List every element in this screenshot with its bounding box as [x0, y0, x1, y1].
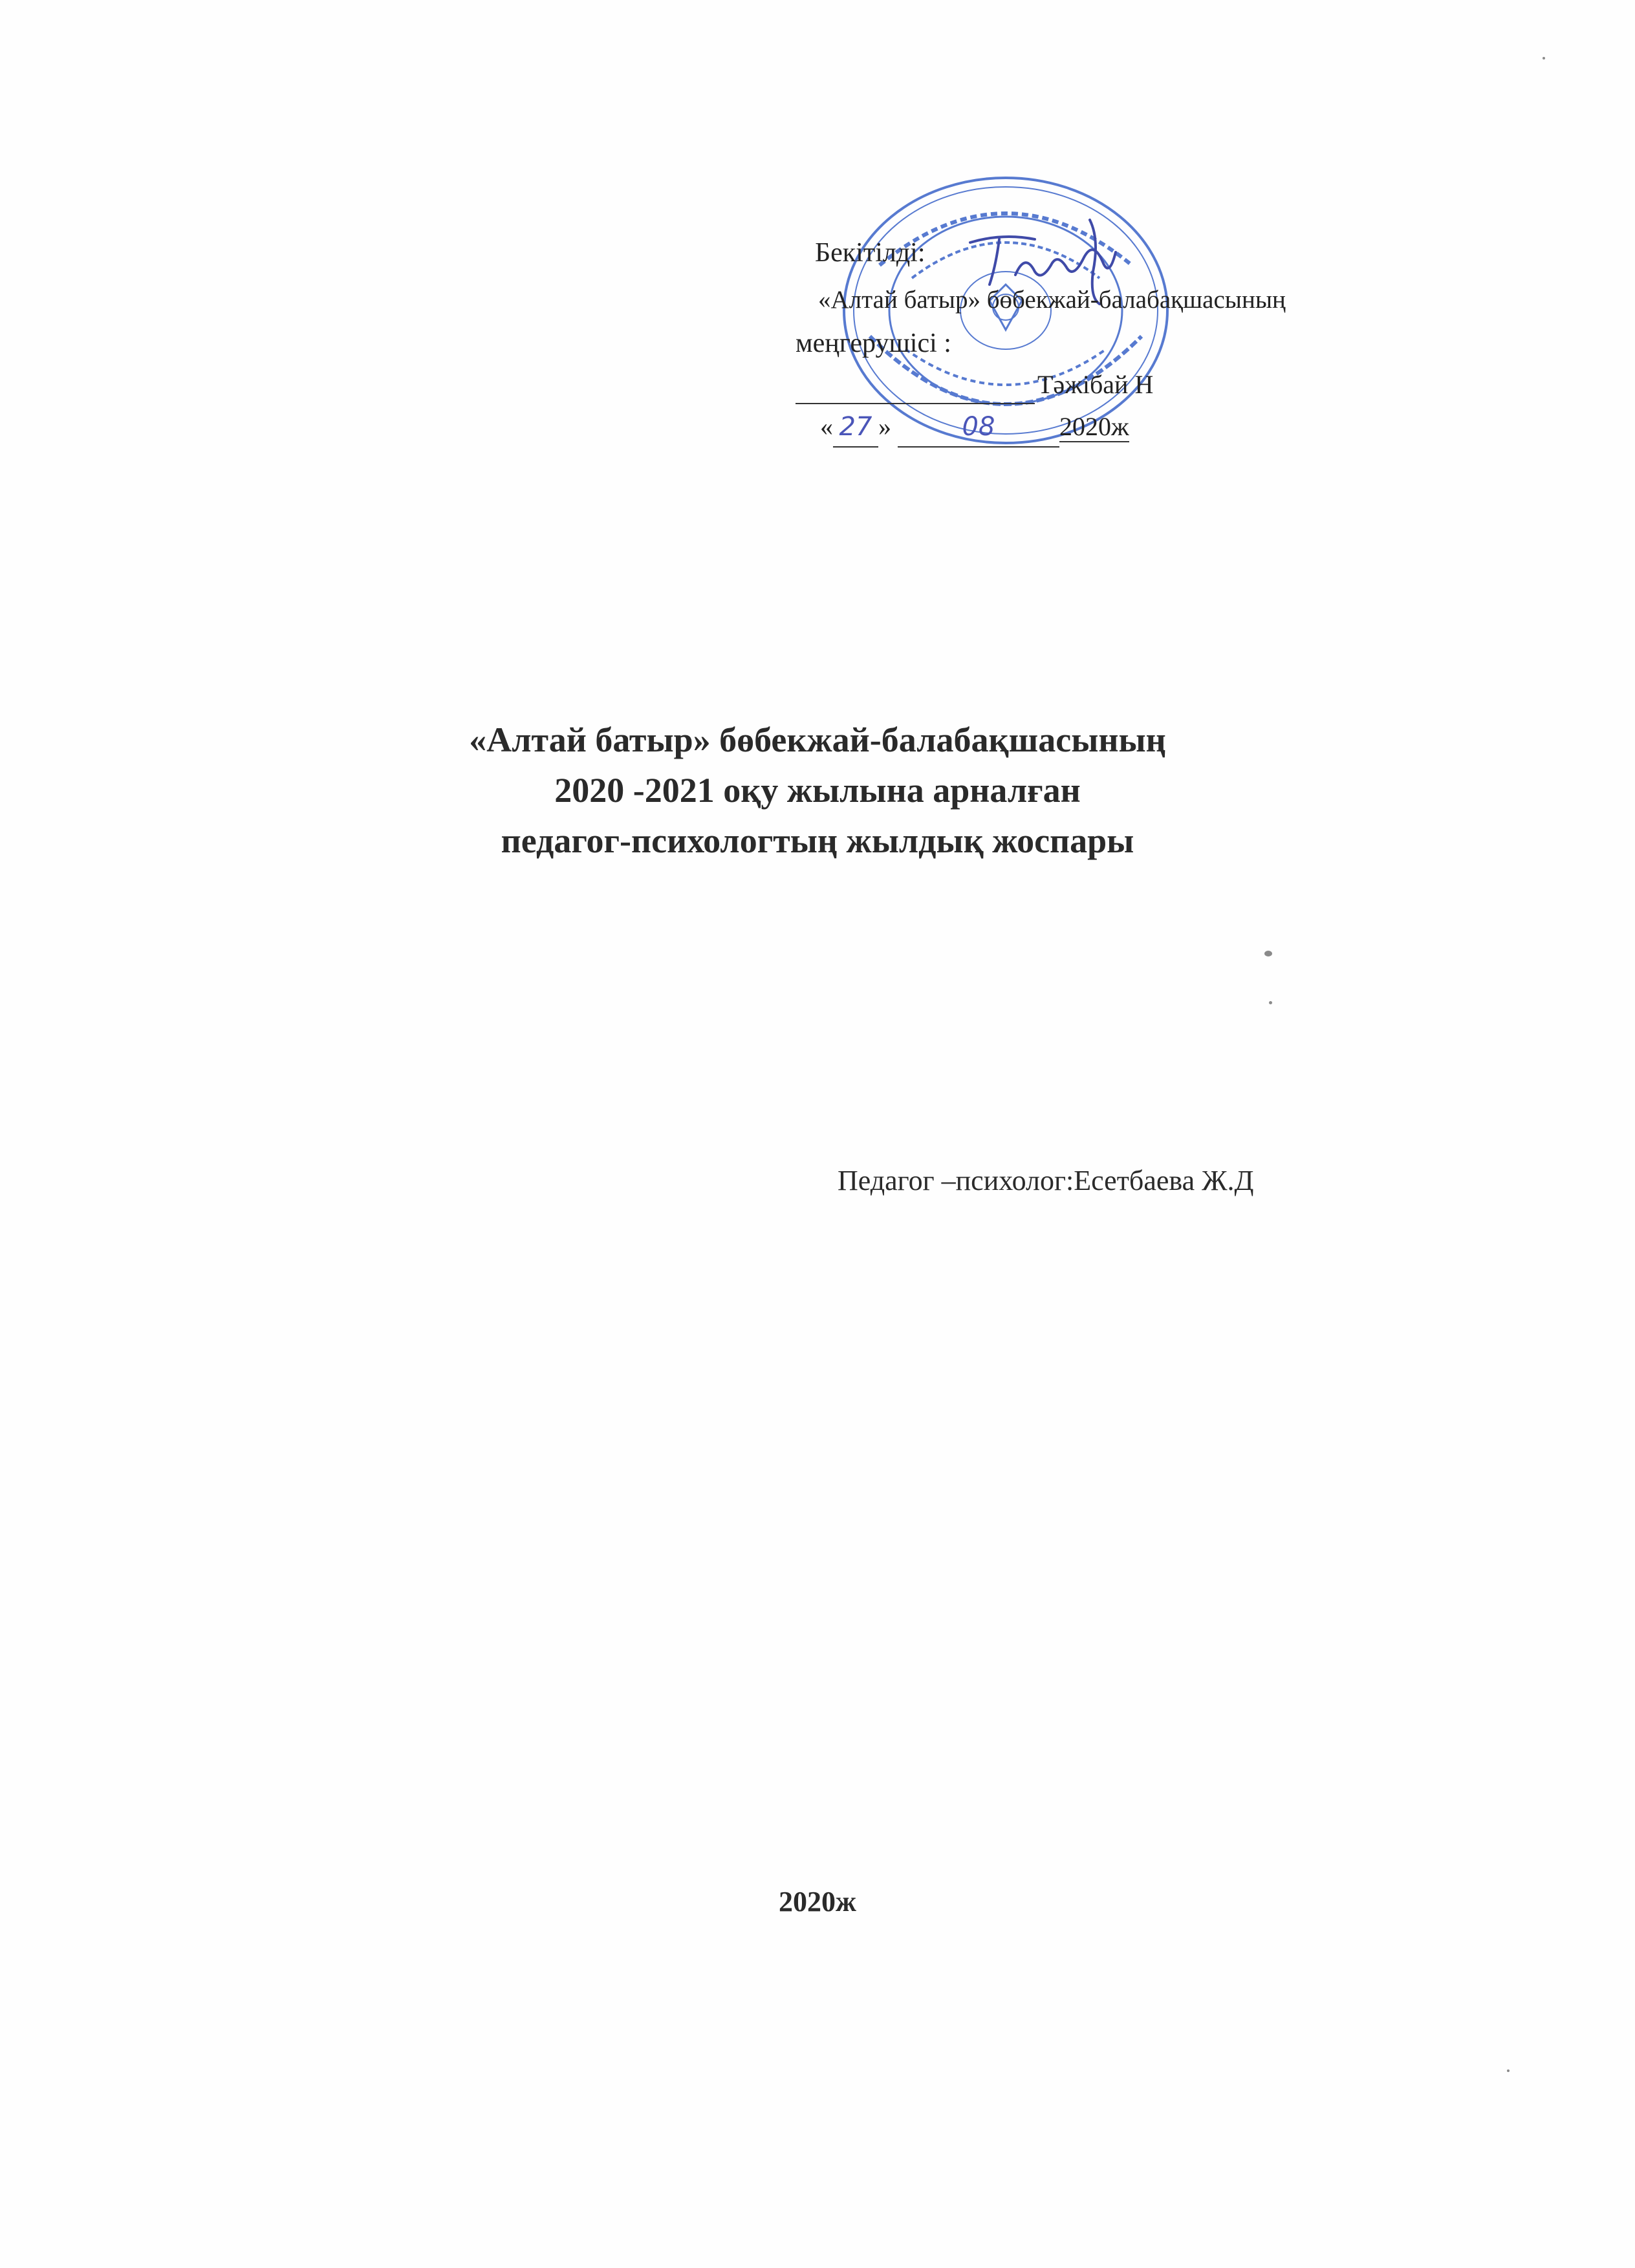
- scan-speck: [1543, 57, 1545, 59]
- author-line: Педагог –психолог:Есетбаева Ж.Д: [838, 1165, 1254, 1196]
- scan-speck: [1507, 2069, 1510, 2072]
- approved-label: Бекітілді:: [815, 238, 926, 268]
- approval-org-line: «Алтай батыр» бөбекжай-балабақшасының: [818, 286, 1286, 314]
- scan-speck: [1269, 1001, 1272, 1004]
- date-month: 08: [898, 407, 1059, 448]
- document-year: 2020ж: [779, 1886, 856, 1917]
- head-name: Тәжібай Н: [1037, 370, 1154, 399]
- approval-date-line: [820, 407, 1129, 448]
- date-open-quote: «: [820, 412, 833, 441]
- title-line-3: педагог-психологтың жылдық жоспары: [501, 821, 1134, 860]
- date-year: 2020ж: [1059, 412, 1129, 441]
- date-close-quote: »: [878, 412, 891, 441]
- title-line-2: 2020 -2021 оқу жылына арналған: [554, 771, 1081, 810]
- title-line-1: «Алтай батыр» бөбекжай-балабақшасының: [469, 720, 1166, 759]
- date-day: 27: [833, 407, 878, 448]
- signature-blank: [796, 374, 1035, 404]
- scan-speck: [1264, 951, 1272, 956]
- approval-head-line: [796, 365, 1153, 404]
- approval-position-line: меңгерушісі :: [796, 329, 951, 358]
- document-title: [0, 715, 1635, 866]
